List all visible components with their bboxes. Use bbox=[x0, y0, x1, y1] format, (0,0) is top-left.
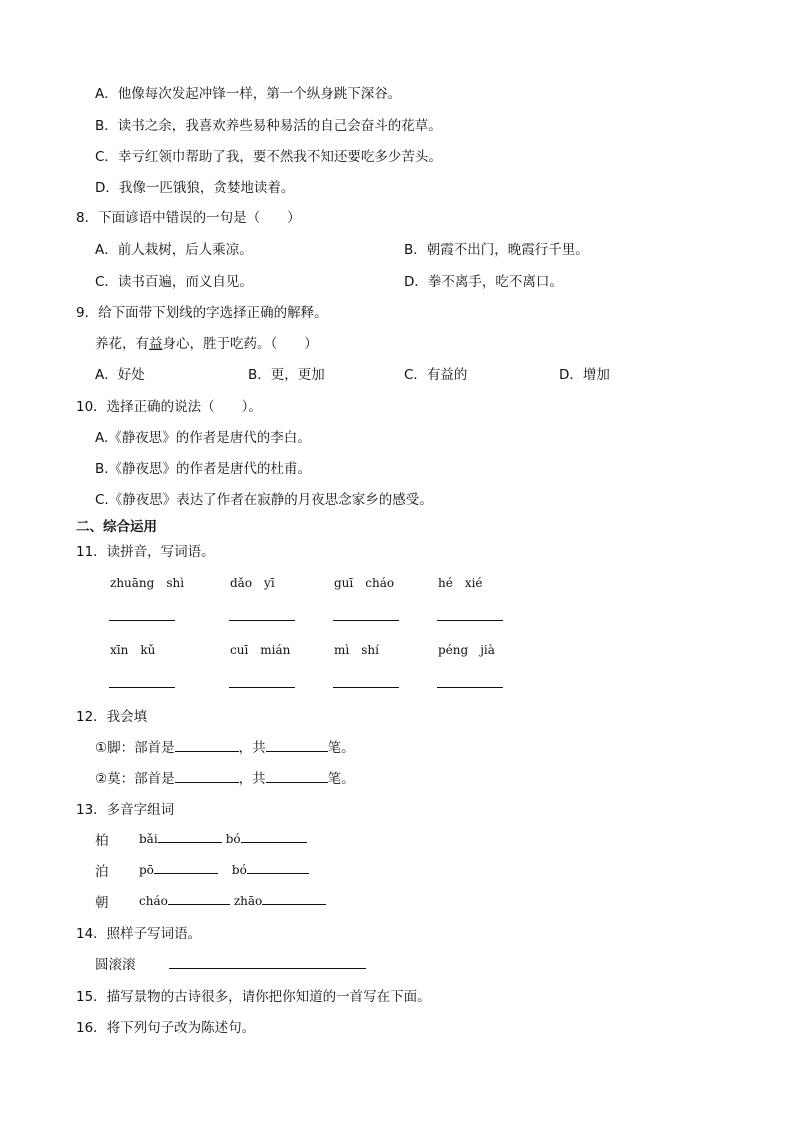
q10-option-a: A.《静夜思》的作者是唐代的李白。 bbox=[95, 430, 311, 446]
q13-row2-blank2[interactable] bbox=[247, 861, 309, 874]
q7-option-d: D．我像一匹饿狼，贪婪地读着。 bbox=[95, 180, 295, 196]
q11-stem: 11．读拼音，写词语。 bbox=[76, 544, 215, 560]
q13-row1-pinyin2: bó bbox=[225, 832, 241, 846]
q11-answer-blank-8[interactable] bbox=[437, 687, 503, 688]
q10-option-c: C.《静夜思》表达了作者在寂静的月夜思念家乡的感受。 bbox=[95, 492, 433, 508]
q14-example: 圆滚滚 bbox=[95, 957, 136, 973]
section-title: 二、综合运用 bbox=[76, 519, 157, 535]
q11-answer-blank-6[interactable] bbox=[229, 687, 295, 688]
q9-option-a: A．好处 bbox=[95, 367, 145, 383]
q14-stem: 14．照样子写词语。 bbox=[76, 926, 202, 942]
q9-option-c: C．有益的 bbox=[404, 367, 468, 383]
q13-row3-blank2[interactable] bbox=[262, 892, 326, 905]
q12-stem: 12．我会填 bbox=[76, 709, 148, 725]
q13-row3-pinyin2: zhāo bbox=[233, 894, 263, 908]
q13-char-1: 柏 bbox=[95, 833, 109, 849]
q11-pinyin-4: hé xié bbox=[438, 576, 483, 590]
q12-row1-radical-blank[interactable] bbox=[175, 739, 239, 752]
q13-row3-blank1[interactable] bbox=[168, 892, 230, 905]
q9-sentence-pre: 养花，有 bbox=[95, 336, 149, 352]
q9-stem: 9．给下面带下划线的字选择正确的解释。 bbox=[76, 305, 328, 321]
q12-row-2 bbox=[95, 767, 355, 787]
q11-answer-blank-7[interactable] bbox=[333, 687, 399, 688]
q11-pinyin-5: xīn kǔ bbox=[110, 643, 156, 657]
q12-row2-strokes-blank[interactable] bbox=[266, 770, 328, 783]
q10-stem: 10．选择正确的说法（ ）。 bbox=[76, 399, 262, 415]
q8-option-b: B．朝霞不出门，晚霞行千里。 bbox=[404, 242, 589, 258]
q13-row3-pinyin1: cháo bbox=[139, 894, 168, 908]
q12-row1-end: 笔。 bbox=[327, 740, 355, 756]
q15-stem: 15．描写景物的古诗很多，请你把你知道的一首写在下面。 bbox=[76, 989, 431, 1005]
q9-sentence bbox=[95, 332, 318, 352]
q9-option-b: B．更，更加 bbox=[248, 367, 325, 383]
q13-row1-blank1[interactable] bbox=[158, 830, 222, 843]
q11-answer-blank-1[interactable] bbox=[109, 620, 175, 621]
q8-option-a: A．前人栽树，后人乘凉。 bbox=[95, 242, 253, 258]
q13-row1-pinyin1: bǎi bbox=[139, 832, 158, 846]
q13-char-2: 泊 bbox=[95, 864, 109, 880]
q13-stem: 13．多音字组词 bbox=[76, 802, 175, 818]
q11-pinyin-7: mì shí bbox=[334, 643, 379, 657]
q11-answer-blank-3[interactable] bbox=[333, 620, 399, 621]
q12-row1-label: ①脚：部首是 bbox=[95, 740, 175, 756]
q14-answer-blank[interactable] bbox=[169, 968, 366, 969]
q11-answer-blank-4[interactable] bbox=[437, 620, 503, 621]
q11-answer-blank-5[interactable] bbox=[109, 687, 175, 688]
q12-row-1 bbox=[95, 736, 355, 756]
q8-option-c: C．读书百遍，而义自见。 bbox=[95, 274, 253, 290]
q9-underlined-char: 益 bbox=[149, 336, 163, 352]
q16-stem: 16．将下列句子改为陈述句。 bbox=[76, 1020, 256, 1036]
q13-row-2 bbox=[139, 861, 309, 877]
q9-sentence-post: 身心，胜于吃药。（ ） bbox=[162, 336, 318, 352]
q10-option-b: B.《静夜思》的作者是唐代的杜甫。 bbox=[95, 461, 312, 477]
q8-stem: 8．下面谚语中错误的一句是（ ） bbox=[76, 210, 301, 226]
q13-row2-blank1[interactable] bbox=[154, 861, 218, 874]
q12-row2-mid: ，共 bbox=[238, 771, 266, 787]
q7-option-a: A．他像每次发起冲锋一样，第一个纵身跳下深谷。 bbox=[95, 86, 402, 102]
q7-option-b: B．读书之余，我喜欢养些易种易活的自己会奋斗的花草。 bbox=[95, 118, 442, 134]
q13-row2-pinyin2: bó bbox=[231, 863, 247, 877]
q7-option-c: C．幸亏红领巾帮助了我，要不然我不知还要吃多少苦头。 bbox=[95, 149, 442, 165]
q13-row1-blank2[interactable] bbox=[241, 830, 307, 843]
q11-pinyin-8: péng jià bbox=[438, 643, 495, 657]
q13-char-3: 朝 bbox=[95, 895, 109, 911]
q8-option-d: D．拳不离手，吃不离口。 bbox=[404, 274, 563, 290]
q11-pinyin-3: guī cháo bbox=[334, 576, 395, 590]
q11-answer-blank-2[interactable] bbox=[229, 620, 295, 621]
q13-row-3 bbox=[139, 892, 326, 908]
q12-row2-label: ②莫：部首是 bbox=[95, 771, 175, 787]
q12-row2-end: 笔。 bbox=[327, 771, 355, 787]
q12-row2-radical-blank[interactable] bbox=[175, 770, 239, 783]
q12-row1-mid: ，共 bbox=[238, 740, 266, 756]
q12-row1-strokes-blank[interactable] bbox=[266, 739, 328, 752]
q13-row-1 bbox=[139, 830, 307, 846]
q13-row2-pinyin1: pō bbox=[139, 863, 154, 877]
q9-option-d: D．增加 bbox=[559, 367, 610, 383]
q11-pinyin-6: cuī mián bbox=[230, 643, 291, 657]
q11-pinyin-1: zhuāng shì bbox=[110, 576, 185, 590]
q11-pinyin-2: dǎo yī bbox=[230, 576, 275, 590]
